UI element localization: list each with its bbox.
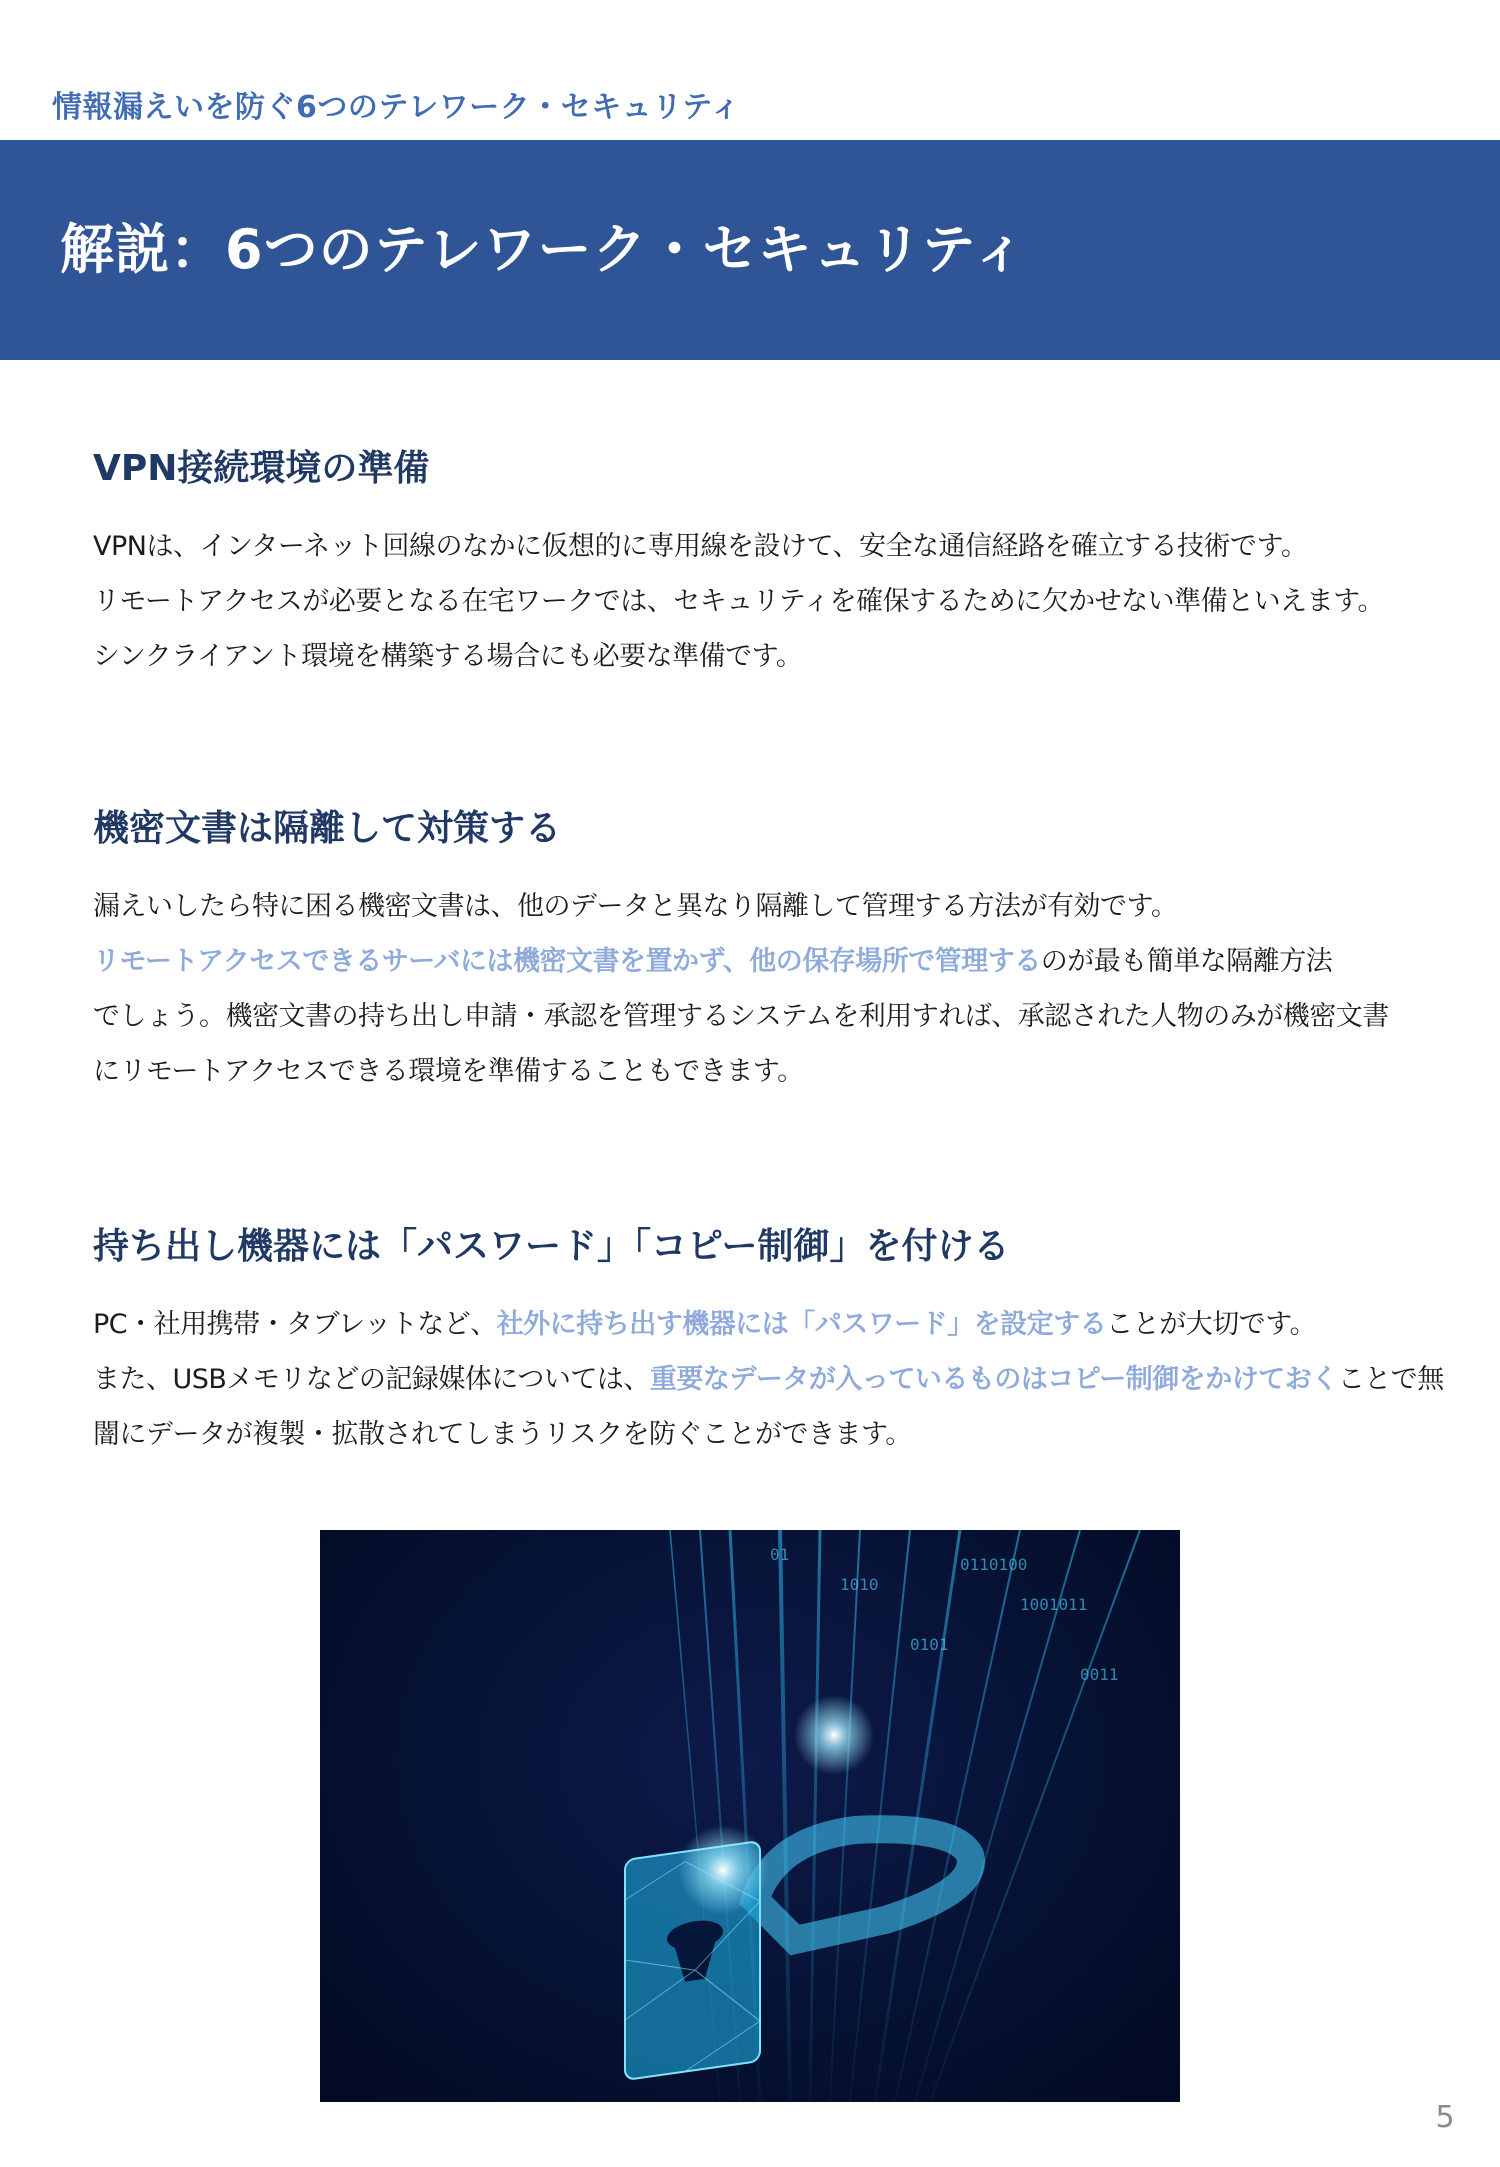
section-heading: 持ち出し機器には「パスワード」「コピー制御」を付ける (93, 1226, 1010, 1267)
security-illustration (320, 1530, 1180, 2102)
section-confidential-docs (93, 800, 1423, 1099)
highlight-text: 社外に持ち出す機器には「パスワード」を設定する (496, 1309, 1107, 1340)
section-body (93, 1297, 1444, 1462)
section-body (93, 519, 1423, 684)
section-body (93, 879, 1423, 1099)
body-line: 漏えいしたら特に困る機密文書は、他のデータと異なり隔離して管理する方法が有効です。 (93, 891, 1178, 922)
body-line: VPNは、インターネット回線のなかに仮想的に専用線を設けて、安全な通信経路を確立する技術です。 (93, 531, 1308, 562)
svg-text:0101: 0101 (910, 1635, 949, 1654)
page-title: 解説：6つのテレワーク・セキュリティ (60, 218, 1028, 281)
svg-text:1010: 1010 (840, 1575, 879, 1594)
svg-text:0011: 0011 (1080, 1665, 1119, 1684)
running-header: 情報漏えいを防ぐ6つのテレワーク・セキュリティ (52, 90, 741, 125)
section-device-protection (93, 1218, 1444, 1462)
body-line: にリモートアクセスできる環境を準備することもできます。 (93, 1056, 804, 1087)
padlock-icon (320, 1530, 1180, 2102)
highlight-text: 重要なデータが入っているものはコピー制御をかけておく (649, 1364, 1338, 1395)
body-line: 闇にデータが複製・拡散されてしまうリスクを防ぐことができます。 (93, 1419, 912, 1450)
svg-text:1001011: 1001011 (1020, 1595, 1088, 1614)
body-line: でしょう。機密文書の持ち出し申請・承認を管理するシステムを利用すれば、承認された人物のみが機密文書 (93, 1001, 1389, 1032)
body-text: また、USBメモリなどの記録媒体については、 (93, 1364, 650, 1395)
body-line: リモートアクセスが必要となる在宅ワークでは、セキュリティを確保するために欠かせない準備といえます。 (93, 586, 1384, 617)
section-heading: 機密文書は隔離して対策する (93, 808, 562, 849)
body-text: のが最も簡単な隔離方法 (1040, 946, 1333, 977)
body-text: ことが大切です。 (1106, 1309, 1317, 1340)
body-line: シンクライアント環境を構築する場合にも必要な準備です。 (93, 641, 803, 672)
title-band (0, 140, 1500, 360)
section-vpn (93, 440, 1423, 684)
body-line (93, 934, 1423, 989)
svg-text:01: 01 (770, 1545, 790, 1564)
highlight-text: リモートアクセスできるサーバには機密文書を置かず、他の保存場所で管理する (93, 946, 1041, 977)
page-number: 5 (1435, 2100, 1455, 2135)
body-text: PC・社用携帯・タブレットなど、 (93, 1309, 497, 1340)
body-line (93, 1297, 1423, 1352)
section-heading: VPN接続環境の準備 (93, 448, 430, 489)
body-text: ことで無 (1337, 1364, 1444, 1395)
body-line (93, 1352, 1444, 1407)
svg-text:0110100: 0110100 (960, 1555, 1028, 1574)
